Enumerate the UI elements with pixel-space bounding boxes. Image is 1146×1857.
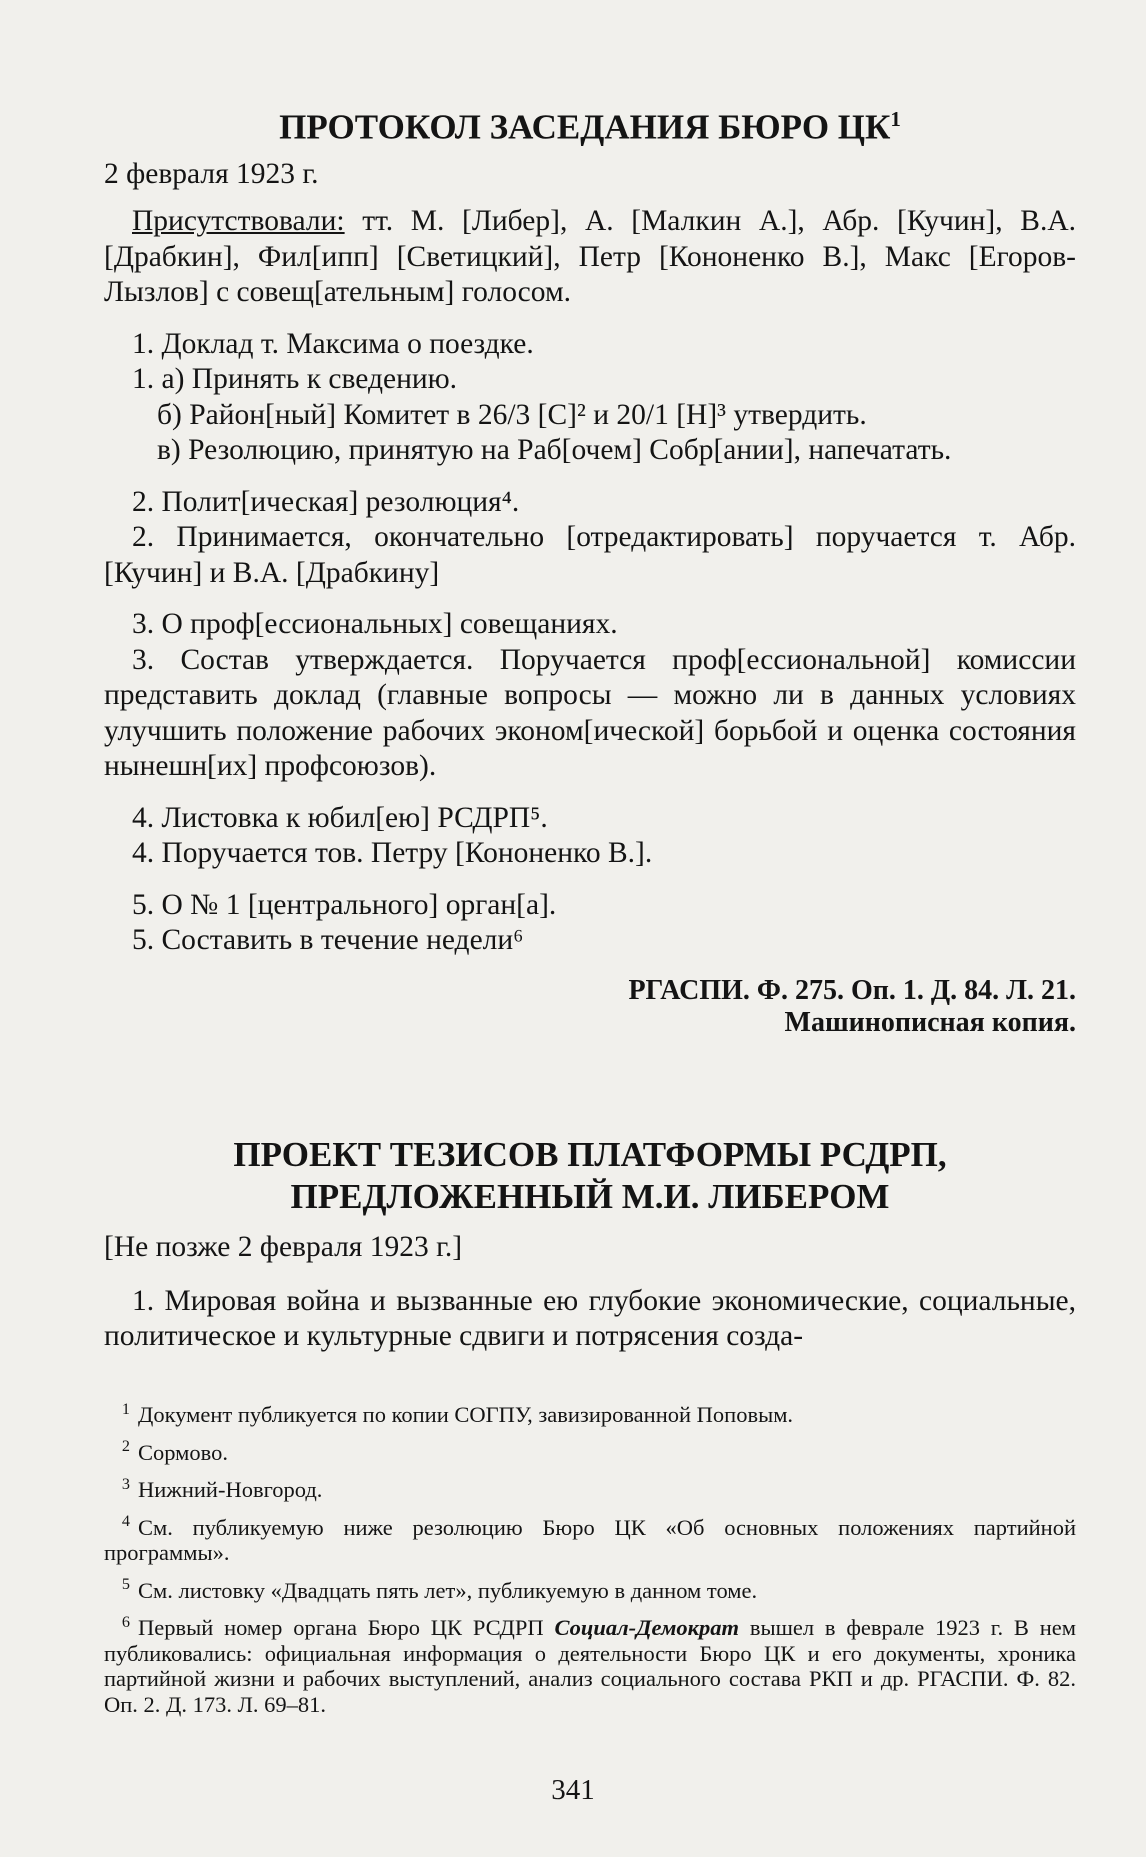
footnote-text: вышел в феврале 1923 г. В нем публиковались: официальная информация о деятельности Бюро ЦК и его документы, хроника партийной жизни и рабочих выступлений, анализ социального состава РКП и др. РГАСПИ. Ф. 82. Оп. 2. Д. 173. Л. 69–81. xyxy=(104,1615,1076,1717)
agenda-item: 2. Принимается, окончательно [отредактировать] поручается т. Абр. [Кучин] и В.А. [Драбкину] xyxy=(104,521,1076,589)
protocol-title xyxy=(104,98,1076,149)
footnote: 3 Нижний-Новгород. xyxy=(121,1474,323,1502)
agenda-item: 5. Составить в течение недели⁶ xyxy=(132,924,524,957)
theses-section xyxy=(104,1134,1076,1355)
agenda-item: 3. Состав утверждается. Поручается проф[ессиональной] комиссии представить доклад (главные вопросы — можно ли в данных условиях улучшить положение рабочих эконом[ической] борьбой и оценка состояния нынешн[их] профсоюзов). xyxy=(104,643,1076,783)
protocol-section xyxy=(104,98,1076,1039)
agenda-item: 1. а) Принять к сведению. xyxy=(132,363,458,396)
agenda-item: 1. Доклад т. Максима о поездке. xyxy=(132,327,534,360)
agenda-item: в) Резолюцию, принятую на Раб[очем] Собр[ании], напечатать. xyxy=(157,434,952,467)
archive-source: РГАСПИ. Ф. 275. Оп. 1. Д. 84. Л. 21. xyxy=(628,974,1076,1006)
footnote-text: См. листовку «Двадцать пять лет», публикуемую в данном томе. xyxy=(138,1577,758,1603)
footnote: 1 Документ публикуется по копии СОГПУ, завизированной Поповым. xyxy=(121,1399,794,1427)
footnote-text: Документ публикуется по копии СОГПУ, завизированной Поповым. xyxy=(138,1402,794,1427)
present-label: Присутствовали: xyxy=(132,205,345,238)
agenda-item: 2. Полит[ическая] резолюция⁴. xyxy=(132,485,520,518)
protocol-title-text: ПРОТОКОЛ ЗАСЕДАНИЯ БЮРО ЦК xyxy=(279,107,891,147)
footnotes xyxy=(104,1399,1076,1717)
protocol-title-note: 1 xyxy=(890,107,901,131)
agenda-item: б) Район[ный] Комитет в 26/3 [С]² и 20/1 [Н]³ утвердить. xyxy=(157,398,867,431)
newspaper-title: Социал-Демократ xyxy=(554,1615,740,1640)
theses-paragraph: 1. Мировая война и вызванные ею глубокие экономические, социальные, политическое и культурные сдвиги и потрясения созда- xyxy=(104,1284,1076,1352)
theses-title-line2: ПРЕДЛОЖЕННЫЙ М.И. ЛИБЕРОМ xyxy=(290,1177,890,1216)
agenda-item: 3. О проф[ессиональных] совещаниях. xyxy=(132,608,618,641)
theses-date: [Не позже 2 февраля 1923 г.] xyxy=(104,1231,463,1263)
theses-title-line1: ПРОЕКТ ТЕЗИСОВ ПЛАТФОРМЫ РСДРП, xyxy=(233,1135,947,1174)
footnote-text: Сормово. xyxy=(138,1439,228,1465)
footnote-text: Нижний-Новгород. xyxy=(138,1477,323,1502)
footnote: 4 См. публикуемую ниже резолюцию Бюро ЦК «Об основных положениях партийной программы». xyxy=(104,1512,1076,1565)
footnote: 5 См. листовку «Двадцать пять лет», публикуемую в данном томе. xyxy=(121,1575,758,1603)
agenda-item: 4. Поручается тов. Петру [Кононенко В.]. xyxy=(132,837,653,870)
present-text: тт. М. [Либер], А. [Малкин А.], Абр. [Кучин], В.А. [Драбкин], Фил[ипп] [Светицкий], Петр [Кононенко В.], Макс [Егоров-Лызлов] с совещ[ательным] голосом. xyxy=(104,205,1076,309)
agenda-item: 4. Листовка к юбил[ею] РСДРП⁵. xyxy=(132,801,548,834)
protocol-present xyxy=(104,204,1076,311)
footnote-text: Первый номер органа Бюро ЦК РСДРП xyxy=(138,1615,555,1640)
footnote: 6 Первый номер органа Бюро ЦК РСДРП Социал-Демократ вышел в феврале 1923 г. В нем публиковались: официальная информация о деятельности Бюро ЦК и его документы, хроника партийной жизни и рабочих выступлений, анализ социального состава РКП и др. РГАСПИ. Ф. 82. Оп. 2. Д. 173. Л. 69–81. xyxy=(104,1612,1076,1717)
protocol-date: 2 февраля 1923 г. xyxy=(104,157,319,190)
footnote-text: См. публикуемую ниже резолюцию Бюро ЦК «Об основных положениях партийной программы». xyxy=(104,1514,1076,1565)
archive-note: Машинописная копия. xyxy=(784,1006,1076,1038)
page-number: 341 xyxy=(551,1774,595,1806)
agenda-item: 5. О № 1 [центрального] орган[а]. xyxy=(132,888,557,921)
footnote: 2 Сормово. xyxy=(121,1437,228,1465)
